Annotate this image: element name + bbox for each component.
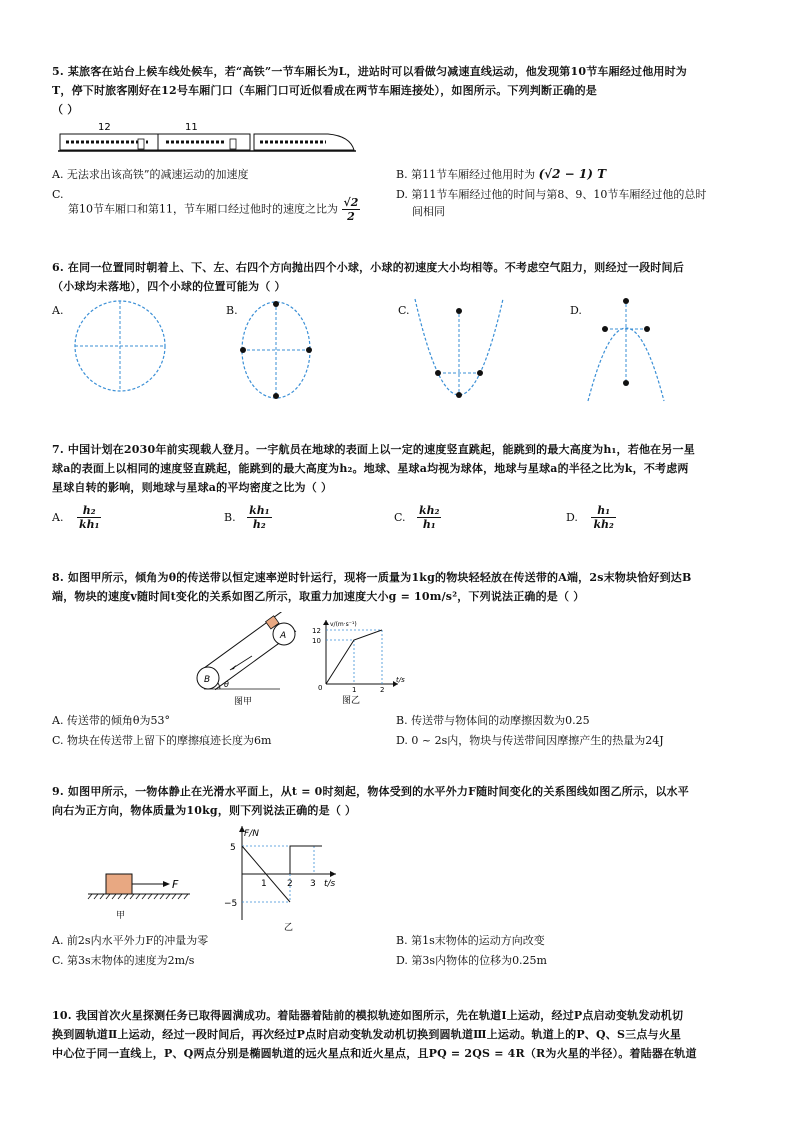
q8-option-c[interactable]: C. 物块在传送带上留下的摩擦痕迹长度为6m (52, 734, 272, 747)
q8-option-a[interactable]: A. 传送带的倾角θ为53° (52, 714, 171, 727)
q5-line3: （ ） (52, 103, 79, 116)
q9-line1: 9. 如图甲所示，一物体静止在光滑水平面上，从t = 0时刻起，物体受到的水平外力F随时间变化的关系图线如图乙所示，以水平 (52, 785, 689, 798)
q8-option-b[interactable]: B. 传送带与物体间的动摩擦因数为0.25 (396, 714, 590, 727)
question-10 (52, 1006, 742, 1063)
q7-line3: 星球自转的影响，则地球与星球a的平均密度之比为（ ） (52, 481, 333, 494)
q7-option-d-fraction: $\frac{\text{h₁}}{\text{kh₂}}$ (593, 504, 614, 531)
q7-option-d[interactable]: D. $\frac{\text{h₁}}{\text{kh₂}}$ (566, 504, 614, 531)
q5-option-d-line2: 间相同 (412, 205, 445, 218)
question-5 (52, 62, 742, 119)
f-t-line-constant (290, 846, 322, 874)
q5-line1: 5. 某旅客在站台上候车线处候车，若“高铁”一节车厢长为L，进站时可以看做匀减速直线运动，他发现第10节车厢经过他用时为 (52, 65, 688, 78)
tick-2: 2 (380, 686, 385, 694)
tick-1: 1 (261, 879, 267, 889)
q8-figure-a-conveyor (190, 612, 310, 708)
q9-option-c[interactable]: C. 第3s末物体的速度为2m/s (52, 954, 195, 967)
q6-label-b[interactable]: B. (226, 304, 238, 317)
q5-option-b[interactable] (396, 166, 606, 183)
q10-line1: 10. 我国首次火星探测任务已取得圆满成功。着陆器着陆前的模拟轨迹如图所示，先在轨道Ⅰ上运动，经过P点启动变轨发动机切 (52, 1009, 684, 1022)
q5-line2: T，停下时旅客刚好在12号车厢门口（车厢门口可近似看成在两节车厢连接处），如图所示。下列判断正确的是 (52, 84, 597, 97)
q6-figure-c (405, 295, 515, 407)
car-11 (158, 134, 250, 150)
axis-v: v/(m·s⁻¹) (330, 621, 357, 628)
q8-line2: 端，物块的速度v随时间t变化的关系如图乙所示，取重力加速度大小g = 10m/s²，下列说法正确的是（ ） (52, 590, 585, 603)
q9-option-a[interactable]: A. 前2s内水平外力F的冲量为零 (52, 934, 209, 947)
car-12 (60, 134, 160, 150)
axis-f: F/N (244, 829, 259, 839)
q7-option-b-fraction: $\frac{\text{kh₁}}{\text{h₂}}$ (249, 504, 270, 531)
q5-option-b-math: (√2 − 1) T (538, 167, 607, 181)
q10-line2: 换到圆轨道Ⅱ上运动，经过一段时间后，再次经过P点时启动变轨发动机切换到圆轨道Ⅲ上运动。轨道上的P、Q、S三点与火星 (52, 1028, 682, 1041)
q10-line3: 中心位于同一直线上，P、Q两点分别是椭圆轨道的远火星点和近火星点，且PQ = 2QS = 4R（R为火星的半径）。着陆器在轨道 (52, 1047, 697, 1060)
q9-option-d[interactable]: D. 第3s内物体的位移为0.25m (396, 954, 547, 967)
car-label-11: 11 (185, 122, 198, 133)
question-9 (52, 782, 742, 820)
question-7 (52, 440, 742, 497)
q7-line1: 7. 中国计划在2030年前实现载人登月。一宇航员在地球的表面上以一定的速度竖直跳起，能跳到的最大高度为h₁，若他在另一星 (52, 443, 695, 456)
car-label-12: 12 (98, 122, 111, 133)
q6-figure-b (230, 300, 330, 405)
force-label: F (172, 878, 179, 891)
q6-line1: 6. 在同一位置同时朝着上、下、左、右四个方向抛出四个小球，小球的初速度大小均相等。不考虑空气阻力，则经过一段时间后 (52, 261, 684, 274)
q6-label-c[interactable]: C. (398, 304, 410, 317)
q6-figure-a (62, 300, 182, 400)
car-head (254, 134, 354, 150)
q5-option-a[interactable]: A. 无法求出该高铁”的减速运动的加速度 (52, 168, 249, 181)
fig-caption-b: 图乙 (342, 696, 361, 706)
axis-t: t/s (396, 676, 405, 684)
fig-caption-a: 图甲 (234, 697, 253, 707)
q7-option-c-fraction: $\frac{\text{kh₂}}{\text{h₁}}$ (419, 504, 440, 531)
q6-label-a[interactable]: A. (52, 304, 64, 317)
label-b: B (204, 675, 211, 685)
q9-line2: 向右为正方向，物体质量为10kg，则下列说法正确的是（ ） (52, 804, 357, 817)
q5-option-d[interactable] (396, 186, 706, 220)
train-figure (58, 120, 358, 154)
tick-3: 3 (310, 879, 316, 889)
block (106, 874, 132, 894)
question-6 (52, 258, 742, 296)
q5-option-c-text: 第10节车厢口和第11，节车厢口经过他时的速度之比为 (68, 202, 338, 216)
q5-option-b-text: B. 第11节车厢经过他用时为 (396, 168, 536, 181)
q6-figure-d (580, 295, 680, 405)
q8-option-d[interactable]: D. 0 ~ 2s内，物块与传送带间因摩擦产生的热量为24J (396, 734, 664, 747)
tick-12: 12 (312, 627, 321, 635)
q7-line2: 球a的表面上以相同的速度竖直跳起，能跳到的最大高度为h₂。地球、星球a均视为球体，地球与星球a的半径之比为k，不考虑两 (52, 462, 689, 475)
fig-caption-b: 乙 (284, 923, 294, 933)
q5-option-c-letter: C. (52, 188, 64, 201)
tick-0: 0 (318, 684, 323, 692)
tick-2: 2 (287, 879, 293, 889)
q7-option-a[interactable]: A. $\frac{\text{h₂}}{\text{kh₁}}$ (52, 504, 100, 531)
question-8 (52, 568, 742, 606)
q5-option-c-fraction: $\frac{√2}{2}$ (343, 196, 359, 223)
q5-option-d-line1: D. 第11节车厢经过他的时间与第8、9、10节车厢经过他的总时 (396, 188, 707, 201)
q9-option-b[interactable]: B. 第1s末物体的运动方向改变 (396, 934, 545, 947)
q6-label-d[interactable]: D. (570, 304, 582, 317)
axis-t: t/s (324, 879, 336, 889)
fig-caption-a: 甲 (116, 911, 126, 921)
q6-line2: （小球均未落地），四个小球的位置可能为（ ） (52, 280, 286, 293)
label-a: A (280, 631, 287, 641)
q9-figure-a-block (86, 866, 196, 922)
q7-option-c[interactable]: C. $\frac{\text{kh₂}}{\text{h₁}}$ (394, 504, 440, 531)
q8-line1: 8. 如图甲所示，倾角为θ的传送带以恒定速率逆时针运行，现将一质量为1kg的物块轻轻放在传送带的A端，2s末物块恰好到达B (52, 571, 692, 584)
tick-10: 10 (312, 637, 321, 645)
tick-5: 5 (230, 843, 236, 853)
label-theta: θ (224, 680, 229, 689)
tick-minus-5: −5 (224, 899, 238, 909)
tick-1: 1 (352, 686, 357, 694)
q8-figure-b-vt-graph (312, 618, 412, 710)
q7-option-b[interactable]: B. $\frac{\text{kh₁}}{\text{h₂}}$ (224, 504, 270, 531)
q9-figure-b-ft-graph (224, 824, 348, 936)
q7-option-a-fraction: $\frac{\text{h₂}}{\text{kh₁}}$ (78, 504, 100, 531)
